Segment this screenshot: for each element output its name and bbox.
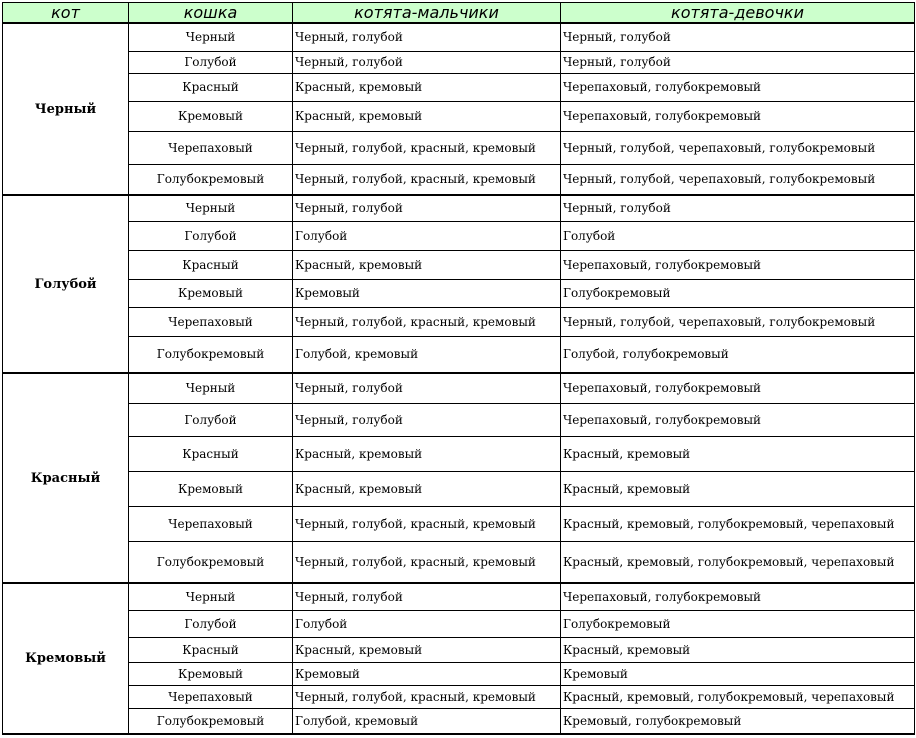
male-kittens: Красный, кремовый (293, 637, 561, 662)
table-row (3, 541, 915, 583)
table-row (3, 221, 915, 250)
table-row (3, 23, 915, 51)
table-row (3, 250, 915, 279)
female-kittens: Черный, голубой (561, 195, 915, 221)
male-kittens: Черный, голубой, красный, кремовый (293, 541, 561, 583)
color-inheritance-table (2, 2, 915, 735)
female-color: Кремовый (129, 471, 293, 506)
female-kittens: Голубой, голубокремовый (561, 336, 915, 373)
table-row (3, 685, 915, 708)
female-kittens: Черный, голубой, черепаховый, голубокремовый (561, 164, 915, 195)
female-color: Кремовый (129, 101, 293, 131)
table-row (3, 506, 915, 541)
female-color: Черепаховый (129, 685, 293, 708)
female-color: Черепаховый (129, 307, 293, 336)
table-row (3, 131, 915, 164)
male-kittens: Черный, голубой (293, 23, 561, 51)
male-kittens: Черный, голубой (293, 403, 561, 436)
table-row (3, 403, 915, 436)
female-kittens: Голубой (561, 221, 915, 250)
male-kittens: Черный, голубой, красный, кремовый (293, 307, 561, 336)
female-color: Голубой (129, 221, 293, 250)
female-color: Кремовый (129, 279, 293, 307)
female-color: Голубокремовый (129, 164, 293, 195)
female-color: Кремовый (129, 662, 293, 685)
group-cream (3, 583, 915, 734)
female-kittens: Красный, кремовый (561, 436, 915, 471)
female-kittens: Черный, голубой (561, 23, 915, 51)
female-color: Черепаховый (129, 506, 293, 541)
male-kittens: Черный, голубой (293, 373, 561, 403)
male-kittens: Черный, голубой, красный, кремовый (293, 164, 561, 195)
female-color: Красный (129, 250, 293, 279)
female-color: Черепаховый (129, 131, 293, 164)
female-color: Красный (129, 637, 293, 662)
cat-color: Черный (3, 23, 129, 195)
male-kittens: Черный, голубой (293, 51, 561, 73)
female-kittens: Черепаховый, голубокремовый (561, 250, 915, 279)
cat-color: Кремовый (3, 583, 129, 734)
table-row (3, 195, 915, 221)
female-color: Голубокремовый (129, 541, 293, 583)
male-kittens: Голубой, кремовый (293, 708, 561, 734)
male-kittens: Красный, кремовый (293, 436, 561, 471)
male-kittens: Красный, кремовый (293, 73, 561, 101)
female-kittens: Черепаховый, голубокремовый (561, 373, 915, 403)
header-male-kittens: котята-мальчики (293, 3, 561, 24)
female-kittens: Черный, голубой (561, 51, 915, 73)
cat-color: Голубой (3, 195, 129, 373)
group-blue (3, 195, 915, 373)
male-kittens: Кремовый (293, 279, 561, 307)
female-color: Голубой (129, 51, 293, 73)
table-row (3, 279, 915, 307)
table-row (3, 101, 915, 131)
female-kittens: Голубокремовый (561, 610, 915, 637)
female-kittens: Черный, голубой, черепаховый, голубокремовый (561, 307, 915, 336)
male-kittens: Красный, кремовый (293, 101, 561, 131)
table-row (3, 583, 915, 610)
female-kittens: Голубокремовый (561, 279, 915, 307)
male-kittens: Красный, кремовый (293, 250, 561, 279)
table-row (3, 637, 915, 662)
female-color: Красный (129, 73, 293, 101)
female-color: Красный (129, 436, 293, 471)
female-kittens: Черепаховый, голубокремовый (561, 101, 915, 131)
female-kittens: Черный, голубой, черепаховый, голубокремовый (561, 131, 915, 164)
male-kittens: Черный, голубой (293, 195, 561, 221)
female-color: Голубой (129, 610, 293, 637)
female-color: Голубокремовый (129, 336, 293, 373)
female-kittens: Кремовый (561, 662, 915, 685)
male-kittens: Голубой, кремовый (293, 336, 561, 373)
table-row (3, 51, 915, 73)
female-color: Голубой (129, 403, 293, 436)
male-kittens: Черный, голубой, красный, кремовый (293, 685, 561, 708)
female-color: Голубокремовый (129, 708, 293, 734)
female-kittens: Черепаховый, голубокремовый (561, 403, 915, 436)
female-color: Черный (129, 583, 293, 610)
female-color: Черный (129, 373, 293, 403)
table-row (3, 471, 915, 506)
header-female-kittens: котята-девочки (561, 3, 915, 24)
table-row (3, 307, 915, 336)
header-female: кошка (129, 3, 293, 24)
female-kittens: Красный, кремовый (561, 471, 915, 506)
table-row (3, 164, 915, 195)
female-kittens: Красный, кремовый, голубокремовый, черепаховый (561, 685, 915, 708)
table-row (3, 662, 915, 685)
male-kittens: Черный, голубой (293, 583, 561, 610)
female-kittens: Красный, кремовый, голубокремовый, черепаховый (561, 506, 915, 541)
male-kittens: Голубой (293, 610, 561, 637)
male-kittens: Красный, кремовый (293, 471, 561, 506)
female-color: Черный (129, 195, 293, 221)
female-kittens: Черепаховый, голубокремовый (561, 583, 915, 610)
female-kittens: Кремовый, голубокремовый (561, 708, 915, 734)
male-kittens: Черный, голубой, красный, кремовый (293, 131, 561, 164)
female-kittens: Красный, кремовый (561, 637, 915, 662)
group-red (3, 373, 915, 583)
table-row (3, 610, 915, 637)
female-color: Черный (129, 23, 293, 51)
male-kittens: Черный, голубой, красный, кремовый (293, 506, 561, 541)
table-row (3, 708, 915, 734)
table-row (3, 436, 915, 471)
cat-color: Красный (3, 373, 129, 583)
table-row (3, 73, 915, 101)
table-row (3, 336, 915, 373)
female-kittens: Красный, кремовый, голубокремовый, черепаховый (561, 541, 915, 583)
female-kittens: Черепаховый, голубокремовый (561, 73, 915, 101)
male-kittens: Голубой (293, 221, 561, 250)
male-kittens: Кремовый (293, 662, 561, 685)
header-row (3, 3, 915, 24)
table-row (3, 373, 915, 403)
header-cat: кот (3, 3, 129, 24)
group-black (3, 23, 915, 195)
